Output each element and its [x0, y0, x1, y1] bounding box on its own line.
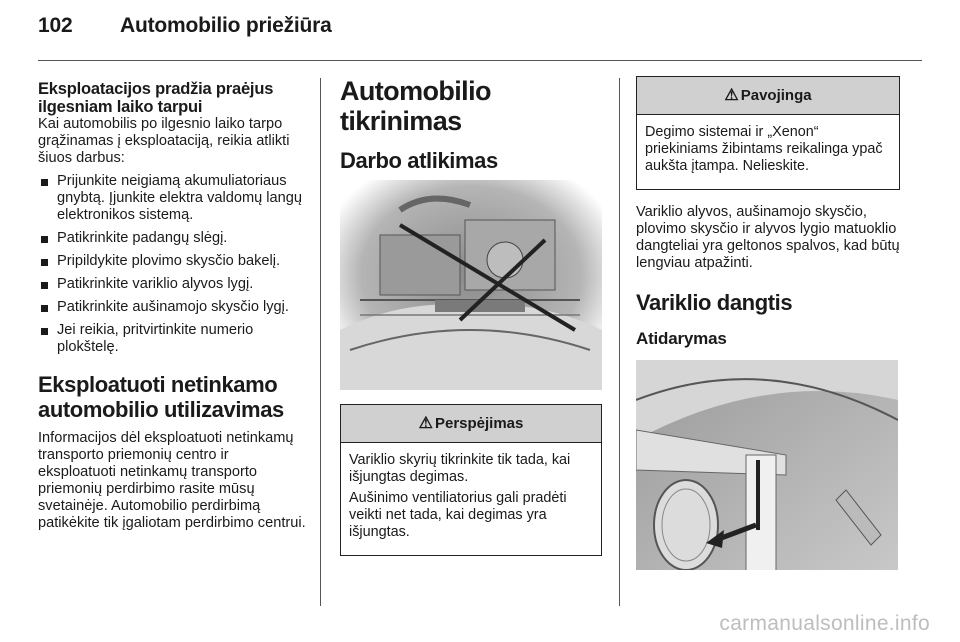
section-heading-disposal: Eksploatuoti netinkamo automobilio utilizavimas	[38, 372, 284, 422]
warning-text-2: Aušinimo ventiliatorius gali pradėti veikti net tada, kai degimas yra išjungtas.	[349, 490, 567, 540]
page-header	[38, 14, 332, 38]
danger-text: Degimo sistemai ir „Xenon“ priekiniams žibintams reikalinga ypač aukšta įtampa. Nelieskite.	[645, 124, 883, 174]
column-middle	[340, 72, 602, 556]
list-item: Patikrinkite variklio alyvos lygį.	[38, 276, 310, 293]
column-left	[38, 72, 310, 532]
danger-box	[636, 76, 900, 190]
list-item: Jei reikia, pritvirtinkite numerio plokštelę.	[38, 322, 310, 356]
warning-box	[340, 404, 602, 556]
warning-triangle-icon: ⚠	[418, 415, 433, 432]
restart-checklist	[38, 173, 310, 356]
column-divider-2	[619, 78, 620, 606]
list-item: Patikrinkite aušinamojo skysčio lygį.	[38, 299, 310, 316]
list-item: Pripildykite plovimo skysčio bakelį.	[38, 253, 310, 270]
section-heading-restart: Eksploatacijos pradžia praėjus ilgesniam laiko tarpui	[38, 80, 274, 116]
header-divider	[38, 60, 922, 61]
watermark: carmanualsonline.info	[719, 612, 930, 635]
subheading-performing-work: Darbo atlikimas	[340, 148, 498, 173]
page-number: 102	[38, 14, 73, 37]
fluid-caps-text: Variklio alyvos, aušinamojo skysčio, plovimo skysčio ir alyvos lygio matuoklio dangteliai yra geltonos spalvos, kad būtų lengviau atpažinti.	[636, 204, 900, 271]
engine-bay-illustration	[340, 180, 602, 390]
section-heading-hood: Variklio dangtis	[636, 290, 793, 315]
danger-box-body	[637, 115, 899, 189]
column-divider-1	[320, 78, 321, 606]
section-heading-vehicle-checks: Automobilio tikrinimas	[340, 76, 491, 136]
page-title: Automobilio priežiūra	[120, 14, 332, 37]
danger-title: Pavojinga	[740, 87, 812, 104]
subheading-opening: Atidarymas	[636, 329, 727, 348]
restart-intro: Kai automobilis po ilgesnio laiko tarpo grąžinamas į eksploataciją, reikia atlikti šiuos darbus:	[38, 116, 290, 166]
warning-triangle-icon: ⚠	[724, 87, 739, 104]
list-item: Patikrinkite padangų slėgį.	[38, 230, 310, 247]
column-right	[636, 76, 900, 570]
warning-text-1: Variklio skyrių tikrinkite tik tada, kai išjungtas degimas.	[349, 452, 571, 485]
disposal-text: Informacijos dėl eksploatuoti netinkamų transporto priemonių centro ir eksploatuoti netinkamų transporto priemonių perdirbimo rasite mūsų svetainėje. Automobilio perdirbimą patikėkite tik įgaliotam perdirbimo centrui.	[38, 430, 306, 531]
warning-box-body	[341, 443, 601, 555]
danger-box-header	[637, 77, 899, 115]
warning-box-header	[341, 405, 601, 443]
hood-release-illustration	[636, 360, 898, 570]
list-item: Prijunkite neigiamą akumuliatoriaus gnybtą. Įjunkite elektra valdomų langų elektronikos sistemą.	[38, 173, 310, 224]
warning-title: Perspėjimas	[434, 415, 524, 432]
